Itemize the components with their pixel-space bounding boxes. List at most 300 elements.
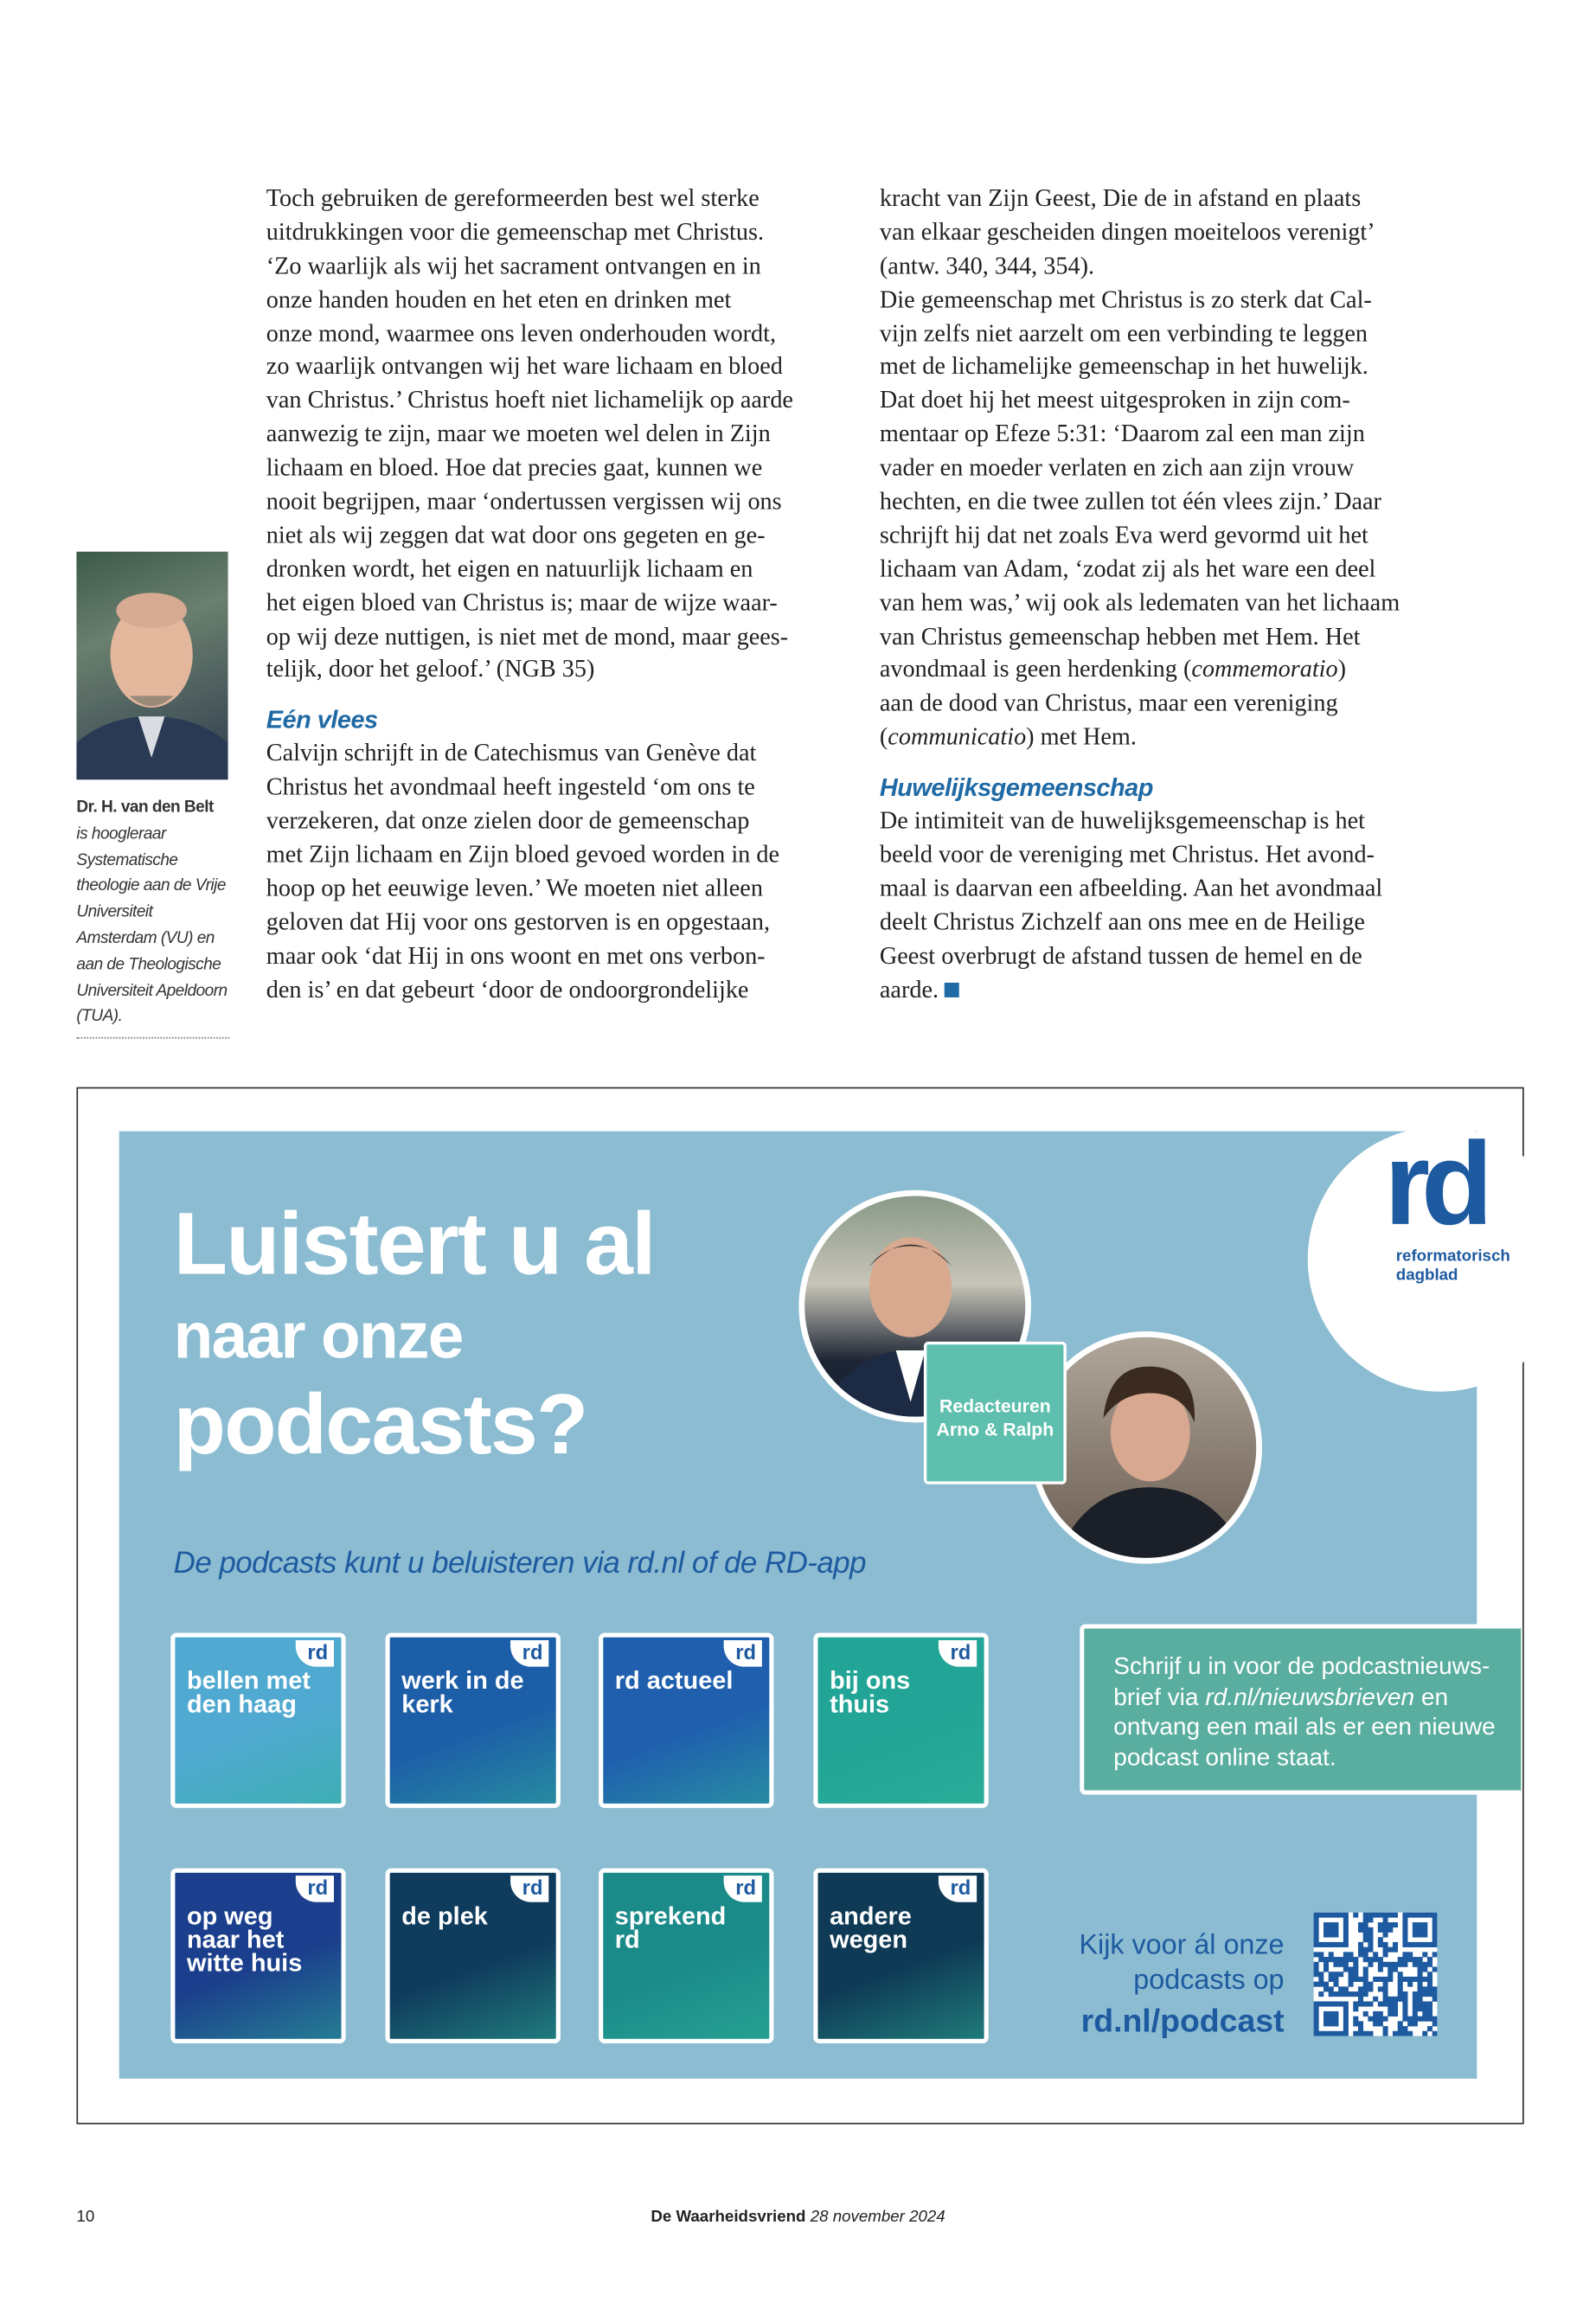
qr-module	[1324, 2011, 1329, 2017]
newsletter-text: en ontvang een mail als er een nieuwe podcast online staat.	[1113, 1683, 1496, 1771]
qr-module	[1418, 1967, 1423, 1972]
qr-module	[1314, 1917, 1319, 1922]
qr-module	[1324, 1986, 1329, 1991]
qr-module	[1383, 1977, 1388, 1982]
qr-module	[1422, 1962, 1427, 1967]
qr-module	[1368, 1947, 1373, 1953]
qr-module	[1383, 1947, 1388, 1953]
qr-module	[1318, 1957, 1324, 1962]
text-segment: van Christus gemeenschap hebben met Hem. Het	[879, 621, 1361, 650]
text-segment: hoop op het eeuwige leven.’ We moeten niet alleen	[266, 873, 763, 902]
qr-module	[1363, 2031, 1368, 2036]
text-line	[266, 553, 840, 587]
qr-module	[1358, 1922, 1363, 1927]
qr-module	[1418, 1927, 1423, 1933]
qr-module	[1324, 1957, 1329, 1962]
qr-module	[1433, 1967, 1438, 1972]
text-line	[266, 654, 840, 688]
qr-module	[1314, 1927, 1319, 1933]
qr-module	[1388, 1962, 1393, 1967]
qr-module	[1427, 2006, 1433, 2011]
qr-module	[1324, 1933, 1329, 1938]
qr-module	[1363, 1917, 1368, 1922]
text-segment: van elkaar gescheiden dingen moeiteloos verenigt’	[879, 217, 1375, 246]
rd-logo-text	[1396, 1247, 1510, 1286]
rd-badge-icon: rd	[724, 1876, 762, 1902]
qr-module	[1373, 1957, 1378, 1962]
text-line	[880, 587, 1461, 620]
qr-module	[1388, 2011, 1393, 2017]
text-segment: Geest overbrugt de afstand tussen de hemel en de	[879, 940, 1362, 970]
qr-module	[1338, 2001, 1343, 2006]
qr-module	[1353, 2006, 1358, 2011]
qr-module	[1358, 1942, 1363, 1947]
editors-label	[924, 1342, 1067, 1484]
italic-term: communicatio	[888, 722, 1027, 751]
headline: podcasts?	[173, 1376, 587, 1473]
qr-module	[1418, 1962, 1423, 1967]
text-line	[880, 350, 1461, 384]
qr-module	[1329, 1942, 1334, 1947]
text-segment: niet als wij zeggen dat wat door ons gegeten en ge-	[266, 520, 766, 549]
qr-module	[1413, 1991, 1418, 1997]
qr-module	[1343, 2011, 1349, 2017]
podcast-tile[interactable]	[386, 1633, 561, 1808]
text-line	[880, 250, 1461, 284]
qr-module	[1383, 1986, 1388, 1991]
podcast-link[interactable]: rd.nl/podcast	[1080, 2002, 1285, 2039]
qr-module	[1427, 1957, 1433, 1962]
text-segment: op wij deze nuttigen, is niet met de mond, maar gees-	[266, 621, 789, 650]
qr-module	[1329, 2001, 1334, 2006]
podcast-advertisement	[76, 1087, 1523, 2125]
text-segment: zo waarlijk ontvangen wij het ware lichaam en bloed	[266, 352, 783, 381]
text-segment: onze handen houden en het eten en drinken met	[266, 285, 732, 313]
qr-module	[1402, 1922, 1407, 1927]
qr-module	[1314, 1967, 1319, 1972]
qr-module	[1324, 2031, 1329, 2036]
text-line	[266, 452, 840, 485]
qr-module	[1314, 1972, 1319, 1977]
text-line	[266, 317, 840, 351]
qr-module	[1324, 1922, 1329, 1927]
qr-module	[1393, 2001, 1398, 2006]
qr-module	[1363, 1952, 1368, 1957]
qr-module	[1338, 1913, 1343, 1918]
text-segment: telijk, door het geloof.’ (NGB 35)	[266, 655, 595, 683]
qr-module	[1343, 1991, 1349, 1997]
author-bio: is hoogleraar Systematische theologie aan de Vrije Universiteit Amsterdam (VU) en aan de Theologische Universiteit Apeldoorn (TUA).	[76, 824, 228, 1026]
qr-module	[1402, 1997, 1407, 2002]
qr-module	[1368, 1913, 1373, 1918]
qr-module	[1333, 1982, 1338, 1987]
qr-module	[1353, 2001, 1358, 2006]
qr-module	[1353, 1991, 1358, 1997]
qr-module	[1388, 2001, 1393, 2006]
qr-module	[1343, 2006, 1349, 2011]
qr-module	[1318, 1913, 1324, 1918]
podcast-title: werk in de kerk	[401, 1666, 524, 1719]
newsletter-text: Schrijf u in voor de podcastnieuws-brief via	[1113, 1653, 1490, 1710]
qr-module	[1358, 2001, 1363, 2006]
qr-module	[1418, 1982, 1423, 1987]
qr-module	[1383, 1991, 1388, 1997]
section-heading: Huwelijksgemeenschap	[879, 773, 1153, 803]
text-segment: Calvijn schrijft in de Catechismus van Genève dat	[266, 739, 757, 767]
qr-module	[1383, 1927, 1388, 1933]
qr-module	[1398, 2026, 1403, 2031]
qr-module	[1383, 1917, 1388, 1922]
qr-module	[1314, 1962, 1319, 1967]
qr-module	[1343, 2001, 1349, 2006]
qr-module	[1329, 2031, 1334, 2036]
qr-module	[1363, 1972, 1368, 1977]
qr-module	[1318, 2001, 1324, 2006]
qr-module	[1314, 2006, 1319, 2011]
qr-module	[1388, 1947, 1393, 1953]
qr-module	[1398, 1962, 1403, 1967]
qr-module	[1368, 1957, 1373, 1962]
qr-module	[1433, 1913, 1438, 1918]
qr-module	[1433, 1942, 1438, 1947]
podcast-tile[interactable]	[813, 1633, 988, 1808]
author-name: Dr. H. van den Belt	[76, 798, 214, 817]
podcast-title: op weg naar het witte huis	[186, 1901, 303, 1978]
qr-module	[1407, 1982, 1413, 1987]
text-segment: Toch gebruiken de gereformeerden best wel sterke	[266, 183, 760, 212]
qr-module	[1363, 2011, 1368, 2017]
section-heading: Eén vlees	[266, 706, 378, 735]
text-line	[880, 620, 1461, 654]
text-segment: ) met Hem.	[1026, 722, 1137, 751]
text-segment: deelt Christus Zichzelf aan ons mee en de Heilige	[879, 907, 1365, 936]
qr-module	[1398, 1991, 1403, 1997]
qr-module	[1333, 1957, 1338, 1962]
qr-module	[1418, 1991, 1423, 1997]
qr-module	[1349, 1957, 1354, 1962]
qr-module	[1407, 2017, 1413, 2022]
qr-module	[1378, 1967, 1383, 1972]
qr-module	[1338, 1972, 1343, 1977]
qr-module	[1343, 1933, 1349, 1938]
qr-module	[1314, 2021, 1319, 2026]
qr-module	[1329, 1977, 1334, 1982]
text-segment: nooit begrijpen, maar ‘ondertussen vergissen wij ons	[266, 486, 782, 516]
qr-module	[1433, 2031, 1438, 2036]
text-segment: schrijft hij dat net zoals Eva werd gevormd uit het	[879, 520, 1368, 549]
qr-module	[1398, 2021, 1403, 2026]
podcast-cta	[1002, 1928, 1284, 2043]
qr-module	[1363, 1913, 1368, 1918]
qr-module	[1373, 1952, 1378, 1957]
qr-module	[1363, 2001, 1368, 2006]
qr-module	[1338, 1942, 1343, 1947]
qr-module	[1413, 1957, 1418, 1962]
qr-module	[1422, 2011, 1427, 2017]
author-photo	[76, 552, 228, 780]
text-line	[266, 838, 840, 872]
qr-module	[1418, 1997, 1423, 2002]
qr-module	[1324, 1982, 1329, 1987]
podcast-tile[interactable]	[599, 1633, 773, 1808]
qr-module	[1349, 1977, 1354, 1982]
qr-module	[1363, 1967, 1368, 1972]
qr-module	[1393, 2006, 1398, 2011]
qr-module	[1427, 2001, 1433, 2006]
text-line	[266, 771, 840, 805]
qr-module	[1349, 1952, 1354, 1957]
text-segment: beeld voor de vereniging met Christus. Het avond-	[879, 840, 1375, 869]
editors-label-line: Arno & Ralph	[936, 1419, 1054, 1440]
qr-module	[1358, 2026, 1363, 2031]
qr-module	[1343, 1962, 1349, 1967]
qr-module	[1343, 1937, 1349, 1942]
qr-module	[1398, 1986, 1403, 1991]
qr-module	[1413, 1942, 1418, 1947]
text-line	[880, 939, 1461, 973]
headline: Luistert u al	[173, 1194, 655, 1293]
text-line	[266, 250, 840, 284]
qr-module	[1363, 1937, 1368, 1942]
qr-module	[1368, 1937, 1373, 1942]
text-segment: van hem was,’ wij ook als ledematen van het lichaam	[879, 587, 1401, 616]
qr-module	[1388, 1967, 1393, 1972]
text-segment: Christus het avondmaal heeft ingesteld ‘om ons te	[266, 773, 755, 801]
text-line	[266, 906, 840, 939]
text-segment: lichaam van Adam, ‘zodat zij als het ware een deel	[879, 554, 1376, 583]
qr-module	[1393, 1913, 1398, 1918]
qr-module	[1324, 1942, 1329, 1947]
podcast-title: sprekend rd	[614, 1901, 727, 1954]
qr-module	[1422, 2006, 1427, 2011]
qr-module	[1398, 1957, 1403, 1962]
qr-module	[1378, 1977, 1383, 1982]
text-segment: onze mond, waarmee ons leven onderhouden wordt,	[266, 318, 777, 347]
qr-module	[1368, 2017, 1373, 2022]
qr-module	[1314, 1913, 1319, 1918]
text-line	[880, 519, 1461, 553]
qr-module	[1329, 1972, 1334, 1977]
qr-module	[1402, 1927, 1407, 1933]
text-segment: het eigen bloed van Christus is; maar de wijze waar-	[266, 587, 778, 616]
qr-module	[1383, 2026, 1388, 2031]
qr-module	[1353, 1913, 1358, 1918]
qr-module	[1398, 2031, 1403, 2036]
qr-module	[1398, 1982, 1403, 1987]
qr-module	[1383, 1913, 1388, 1918]
qr-module	[1343, 1986, 1349, 1991]
qr-module	[1353, 2031, 1358, 2036]
text-segment: aanwezig te zijn, maar we moeten wel delen in Zijn	[266, 420, 771, 448]
qr-module	[1422, 1922, 1427, 1927]
qr-module	[1324, 1913, 1329, 1918]
qr-module	[1378, 2017, 1383, 2022]
text-segment: aan de dood van Christus, maar een vereniging	[879, 689, 1338, 717]
qr-module	[1329, 1933, 1334, 1938]
text-segment: dronken wordt, het eigen en natuurlijk lichaam en	[266, 554, 753, 583]
qr-module	[1343, 1913, 1349, 1918]
qr-module	[1378, 1986, 1383, 1991]
qr-module	[1329, 2017, 1334, 2022]
qr-module	[1378, 1937, 1383, 1942]
qr-module	[1402, 1942, 1407, 1947]
text-segment: aarde.	[879, 974, 939, 1004]
rd-badge-icon: rd	[724, 1640, 762, 1667]
qr-module	[1413, 2001, 1418, 2006]
qr-module	[1402, 1917, 1407, 1922]
qr-module	[1329, 1927, 1334, 1933]
qr-module	[1413, 1933, 1418, 1938]
qr-module	[1393, 1997, 1398, 2002]
qr-module	[1363, 1977, 1368, 1982]
qr-module	[1378, 1957, 1383, 1962]
qr-module	[1338, 2031, 1343, 2036]
qr-module	[1329, 1952, 1334, 1957]
qr-module	[1422, 1933, 1427, 1938]
publication-date: 28 november 2024	[810, 2208, 945, 2226]
qr-module	[1427, 2017, 1433, 2022]
qr-module	[1393, 1947, 1398, 1953]
qr-module	[1393, 2011, 1398, 2017]
qr-module	[1373, 1913, 1378, 1918]
qr-module	[1314, 1937, 1319, 1942]
qr-module	[1343, 1957, 1349, 1962]
qr-module	[1407, 2031, 1413, 2036]
qr-module	[1388, 1927, 1393, 1933]
qr-module	[1378, 1927, 1383, 1933]
text-line	[880, 418, 1461, 452]
qr-module	[1427, 2011, 1433, 2017]
qr-module	[1329, 2011, 1334, 2017]
text-line	[266, 216, 840, 250]
qr-module	[1383, 1942, 1388, 1947]
qr-module	[1398, 1972, 1403, 1977]
qr-module	[1333, 1922, 1338, 1927]
qr-module	[1407, 2021, 1413, 2026]
newsletter-link[interactable]: rd.nl/nieuwsbrieven	[1205, 1683, 1415, 1710]
podcast-tile[interactable]	[813, 1869, 988, 2043]
qr-module	[1413, 1913, 1418, 1918]
publication-name: De Waarheidsvriend	[651, 2208, 806, 2226]
qr-module	[1329, 2021, 1334, 2026]
qr-code[interactable]	[1314, 1913, 1438, 2036]
qr-module	[1422, 1967, 1427, 1972]
rd-logo-mark: rd	[1384, 1118, 1484, 1249]
text-segment: kracht van Zijn Geest, Die de in afstand en plaats	[879, 183, 1362, 212]
qr-module	[1402, 2011, 1407, 2017]
qr-module	[1324, 1962, 1329, 1967]
qr-module	[1358, 2031, 1363, 2036]
qr-module	[1373, 2017, 1378, 2022]
qr-module	[1329, 1957, 1334, 1962]
qr-module	[1383, 1933, 1388, 1938]
qr-module	[1343, 2021, 1349, 2026]
text-segment: De intimiteit van de huwelijksgemeenschap is het	[879, 806, 1365, 835]
qr-module	[1343, 1927, 1349, 1933]
text-segment: met Zijn lichaam en Zijn bloed gevoed worden in de	[266, 840, 779, 869]
text-line	[880, 284, 1461, 317]
qr-module	[1418, 1913, 1423, 1918]
text-line	[880, 384, 1461, 418]
qr-module	[1388, 1972, 1393, 1977]
qr-module	[1422, 2001, 1427, 2006]
qr-module	[1358, 1952, 1363, 1957]
text-line	[880, 654, 1461, 688]
podcast-tile[interactable]	[599, 1869, 773, 2043]
qr-module	[1324, 1927, 1329, 1933]
podcast-title: rd actueel	[614, 1666, 734, 1695]
qr-module	[1373, 1977, 1378, 1982]
qr-module	[1383, 2031, 1388, 2036]
text-line	[880, 721, 1461, 755]
qr-module	[1427, 1982, 1433, 1987]
text-line	[266, 350, 840, 384]
qr-module	[1349, 1972, 1354, 1977]
qr-module	[1353, 1977, 1358, 1982]
qr-module	[1402, 1937, 1407, 1942]
qr-module	[1378, 1922, 1383, 1927]
podcast-tile[interactable]	[170, 1869, 345, 2043]
qr-module	[1422, 1913, 1427, 1918]
qr-module	[1333, 2021, 1338, 2026]
qr-module	[1388, 1977, 1393, 1982]
qr-module	[1378, 1942, 1383, 1947]
text-line	[266, 519, 840, 553]
qr-module	[1383, 1982, 1388, 1987]
qr-module	[1413, 2011, 1418, 2017]
qr-module	[1383, 2001, 1388, 2006]
qr-module	[1402, 1952, 1407, 1957]
qr-module	[1393, 1922, 1398, 1927]
qr-module	[1422, 1977, 1427, 1982]
qr-module	[1418, 1933, 1423, 1938]
text-segment: maal is daarvan een afbeelding. Aan het avondmaal	[879, 873, 1383, 902]
qr-module	[1363, 1982, 1368, 1987]
text-line	[880, 872, 1461, 906]
qr-module	[1368, 1962, 1373, 1967]
qr-module	[1318, 1952, 1324, 1957]
podcast-tile[interactable]	[170, 1633, 345, 1808]
text-segment: maar ook ‘dat Hij in ons woont en met ons verbon-	[266, 940, 766, 970]
article-column-right	[880, 183, 1461, 1007]
text-line	[880, 452, 1461, 485]
qr-module	[1433, 1917, 1438, 1922]
text-line	[266, 620, 840, 654]
qr-module	[1333, 1991, 1338, 1997]
qr-module	[1422, 1991, 1427, 1997]
article-column-left	[266, 183, 840, 1007]
text-segment: vader en moeder verlaten en zich aan zijn vrouw	[879, 452, 1355, 482]
qr-module	[1407, 1913, 1413, 1918]
editors-label-line: Redacteuren	[939, 1395, 1051, 1417]
cta-line: podcasts op	[1133, 1965, 1285, 1997]
qr-module	[1333, 2017, 1338, 2022]
text-segment: lichaam en bloed. Hoe dat precies gaat, kunnen we	[266, 452, 763, 482]
qr-module	[1427, 1962, 1433, 1967]
qr-module	[1333, 1977, 1338, 1982]
podcast-tile[interactable]	[386, 1869, 561, 2043]
qr-module	[1433, 1922, 1438, 1927]
qr-module	[1368, 1982, 1373, 1987]
qr-module	[1388, 1913, 1393, 1918]
qr-module	[1413, 1962, 1418, 1967]
qr-module	[1358, 2021, 1363, 2026]
qr-module	[1378, 2011, 1383, 2017]
italic-term: commemoratio	[1191, 655, 1338, 683]
qr-module	[1402, 1933, 1407, 1938]
qr-module	[1402, 2017, 1407, 2022]
text-line	[880, 838, 1461, 872]
